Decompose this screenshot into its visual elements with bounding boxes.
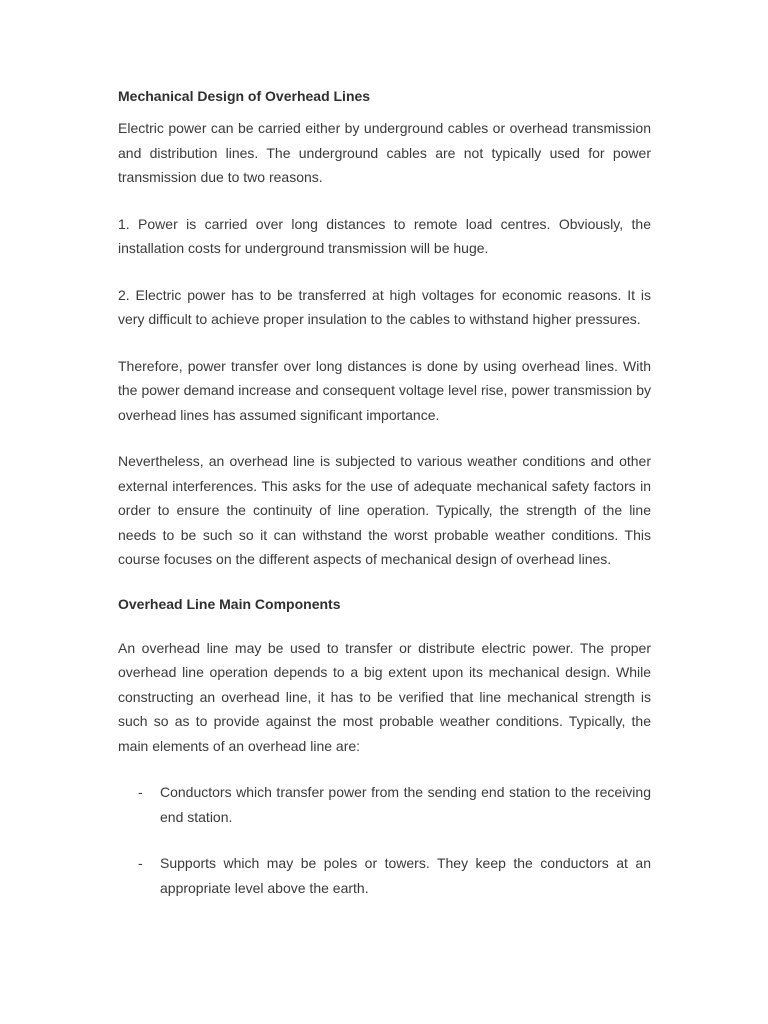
paragraph-reason-1: 1. Power is carried over long distances to remote load centres. Obviously, the installation costs for underground transmission will be huge. [118, 215, 651, 256]
bullet-dash: - [138, 784, 143, 800]
paragraph-components: An overhead line may be used to transfer or distribute electric power. The proper overhead line operation depends to a big extent upon its mechanical design. While constructing an overhead line, it has to be verified that line mechanical strength is such so as to provide against the most probable weather conditions. Typically, the main elements of an overhead line are: [118, 639, 651, 754]
list-item-text: Supports which may be poles or towers. They keep the conductors at an appropriate level above the earth. [160, 855, 651, 896]
list-item-text: Conductors which transfer power from the sending end station to the receiving end station. [160, 784, 651, 825]
section-heading-main-components: Overhead Line Main Components [118, 595, 341, 612]
paragraph-overhead-lines: Therefore, power transfer over long distances is done by using overhead lines. With the power demand increase and consequent voltage level rise, power transmission by overhead lines has assumed significant importance. [118, 357, 651, 423]
components-list [118, 780, 651, 900]
list-item-conductors [118, 780, 651, 829]
paragraph-reason-2: 2. Electric power has to be transferred at high voltages for economic reasons. It is very difficult to achieve proper insulation to the cables to withstand higher pressures. [118, 286, 651, 327]
bullet-dash: - [138, 855, 143, 871]
list-item-supports [118, 851, 651, 900]
section-heading-mechanical-design: Mechanical Design of Overhead Lines [118, 88, 371, 104]
document-page [118, 84, 651, 922]
paragraph-intro: Electric power can be carried either by underground cables or overhead transmission and distribution lines. The underground cables are not typically used for power transmission due to two reasons. [118, 120, 651, 185]
paragraph-weather-conditions: Nevertheless, an overhead line is subjected to various weather conditions and other external interferences. This asks for the use of adequate mechanical safety factors in order to ensure the continuity of line operation. Typically, the strength of the line needs to be such so it can withstand the worst probable weather conditions. This course focuses on the different aspects of mechanical design of overhead lines. [118, 453, 651, 567]
